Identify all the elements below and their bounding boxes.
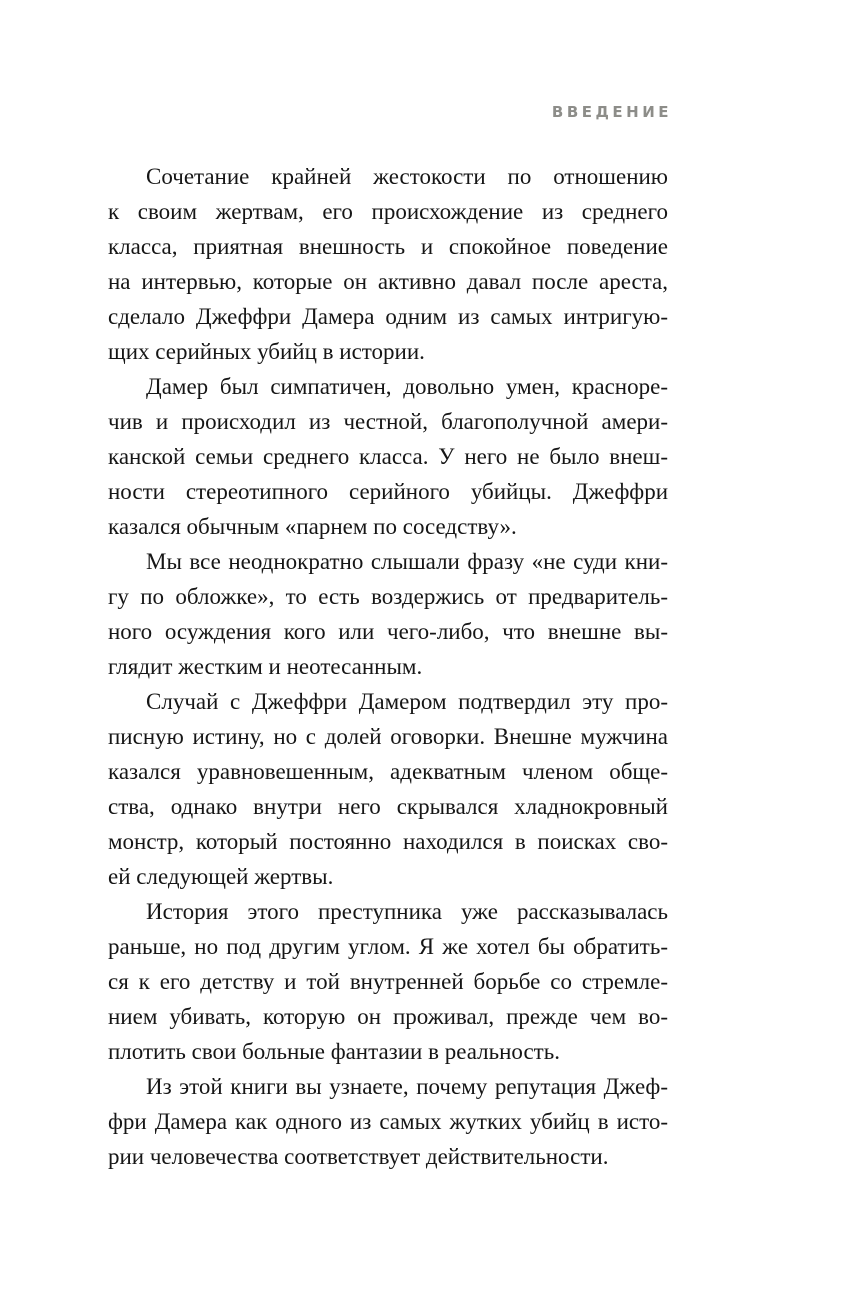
paragraph xyxy=(108,369,668,544)
text-line: на интервью, которые он активно давал после ареста, xyxy=(108,269,668,294)
running-header: ВВЕДЕНИЕ xyxy=(551,103,672,121)
text-line: щих серийных убийц в истории. xyxy=(108,339,425,364)
text-line: гу по обложке», то есть воздержись от предваритель- xyxy=(108,584,668,609)
text-line: сделало Джеффри Дамера одним из самых интригую- xyxy=(108,304,668,329)
text-line: История этого преступника уже рассказывалась xyxy=(146,899,668,924)
text-line: чив и происходил из честной, благополучной амери- xyxy=(108,409,668,434)
text-line: нием убивать, которую он проживал, прежде чем во- xyxy=(108,1004,668,1029)
text-line: фри Дамера как одного из самых жутких убийц в исто- xyxy=(108,1109,668,1134)
text-line: глядит жестким и неотесанным. xyxy=(108,654,423,679)
text-line: Дамер был симпатичен, довольно умен, красноре- xyxy=(146,374,668,399)
text-line: Из этой книги вы узнаете, почему репутация Джеф- xyxy=(146,1074,668,1099)
text-line: к своим жертвам, его происхождение из среднего xyxy=(108,199,668,224)
paragraph xyxy=(108,894,668,1069)
paragraph xyxy=(108,684,668,894)
paragraph xyxy=(108,159,668,369)
text-line: казался уравновешенным, адекватным членом обще- xyxy=(108,759,668,784)
text-line: казался обычным «парнем по соседству». xyxy=(108,514,517,539)
text-line: Сочетание крайней жестокости по отношению xyxy=(146,164,668,189)
text-line: Случай с Джеффри Дамером подтвердил эту про- xyxy=(146,689,668,714)
text-line: раньше, но под другим углом. Я же хотел бы обратить- xyxy=(108,934,668,959)
text-line: класса, приятная внешность и спокойное поведение xyxy=(108,234,668,259)
text-line: ства, однако внутри него скрывался хладнокровный xyxy=(108,794,668,819)
text-line: писную истину, но с долей оговорки. Внешне мужчина xyxy=(108,724,668,749)
paragraph xyxy=(108,1069,668,1174)
text-line: канской семьи среднего класса. У него не было внеш- xyxy=(108,444,668,469)
text-line: монстр, который постоянно находился в поисках сво- xyxy=(108,829,668,854)
text-line: ей следующей жертвы. xyxy=(108,864,334,889)
text-line: плотить свои больные фантазии в реальность. xyxy=(108,1039,560,1064)
text-line: Мы все неоднократно слышали фразу «не суди кни- xyxy=(146,549,668,574)
text-line: ся к его детству и той внутренней борьбе со стремле- xyxy=(108,969,668,994)
text-line: ного осуждения кого или чего-либо, что внешне вы- xyxy=(108,619,668,644)
body-text xyxy=(108,159,668,1174)
text-line: ности стереотипного серийного убийцы. Джеффри xyxy=(108,479,668,504)
paragraph xyxy=(108,544,668,684)
text-line: рии человечества соответствует действительности. xyxy=(108,1144,609,1169)
